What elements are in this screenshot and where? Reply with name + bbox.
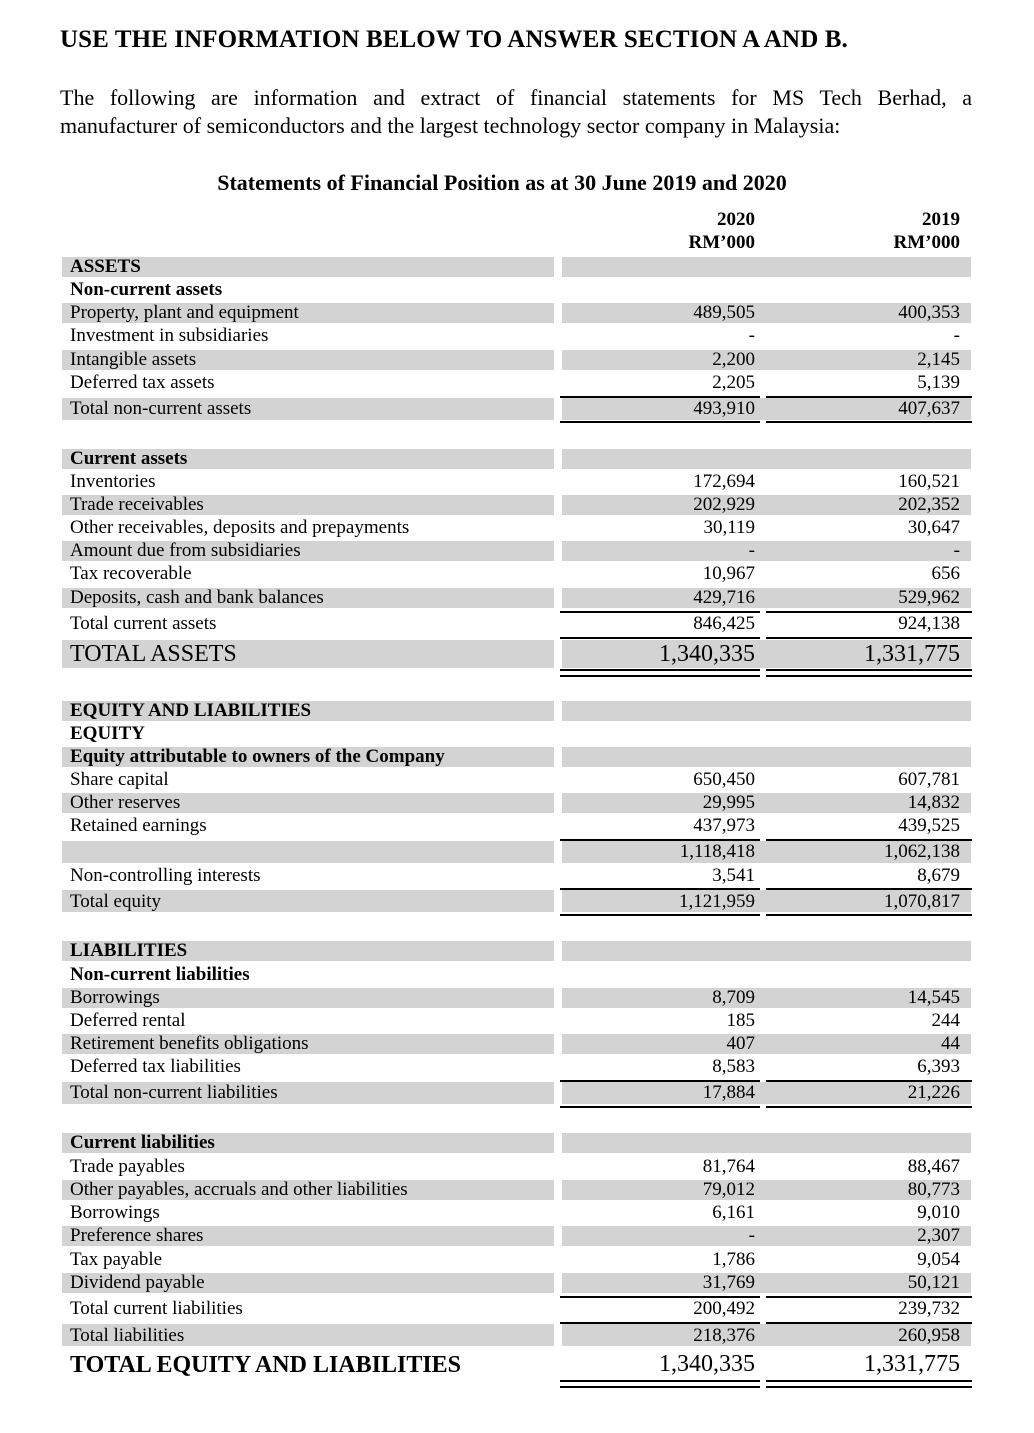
- rule: [560, 421, 760, 423]
- column-header-2019: 2019 RM’000: [893, 209, 960, 253]
- rule: [560, 1380, 760, 1382]
- value-deferred-tax-assets-2019: 5,139: [917, 372, 960, 393]
- value-other-receivables-2020: 30,119: [703, 517, 755, 538]
- value-tax-recoverable-2020: 10,967: [702, 563, 755, 584]
- value-other-payables-2020: 79,012: [702, 1179, 755, 1200]
- rule: [766, 669, 972, 671]
- value-nci-2020: 3,541: [712, 865, 755, 886]
- value-tax-payable-2020: 1,786: [712, 1249, 755, 1270]
- value-borrowings-nc-2019: 14,545: [907, 987, 960, 1008]
- value-inventories-2019: 160,521: [898, 471, 960, 492]
- page-heading: USE THE INFORMATION BELOW TO ANSWER SECTION A AND B.: [60, 26, 848, 53]
- label-deferred-rental: Deferred rental: [70, 1010, 186, 1031]
- rule: [560, 675, 760, 677]
- value-retirement-2019: 44: [941, 1033, 960, 1054]
- value-total-liabilities-2019: 260,958: [898, 1325, 960, 1346]
- label-deferred-tax-liabilities: Deferred tax liabilities: [70, 1056, 241, 1077]
- rule: [766, 1322, 972, 1324]
- rule: [766, 1106, 972, 1108]
- rule: [766, 421, 972, 423]
- value-total-nca-2019: 407,637: [898, 398, 960, 419]
- rule: [560, 1106, 760, 1108]
- label-nci: Non-controlling interests: [70, 865, 261, 886]
- rule: [766, 914, 972, 916]
- value-other-payables-2019: 80,773: [907, 1179, 960, 1200]
- label-borrowings-nc: Borrowings: [70, 987, 160, 1008]
- intro-line-2: manufacturer of semiconductors and the largest technology sector company in Malaysia:: [60, 113, 841, 138]
- label-trade-receivables: Trade receivables: [70, 494, 204, 515]
- rule: [766, 1380, 972, 1382]
- value-total-ca-2020: 846,425: [693, 613, 755, 634]
- value-intangible-assets-2020: 2,200: [712, 349, 755, 370]
- ca-heading: Current assets: [70, 448, 188, 469]
- rule: [766, 675, 972, 677]
- value-total-assets-2020: 1,340,335: [659, 641, 755, 667]
- equity-heading: EQUITY: [70, 723, 145, 744]
- value-borrowings-c-2019: 9,010: [917, 1202, 960, 1223]
- value-deferred-rental-2020: 185: [726, 1010, 755, 1031]
- label-total-nca: Total non-current assets: [70, 398, 252, 419]
- rule: [560, 1386, 760, 1388]
- label-investment-subsidiaries: Investment in subsidiaries: [70, 325, 269, 346]
- value-preference-shares-2019: 2,307: [917, 1225, 960, 1246]
- label-preference-shares: Preference shares: [70, 1225, 204, 1246]
- label-total-assets: TOTAL ASSETS: [70, 641, 237, 667]
- label-other-payables: Other payables, accruals and other liabilities: [70, 1179, 408, 1200]
- value-ppe-2020: 489,505: [693, 302, 755, 323]
- value-retirement-2020: 407: [726, 1033, 755, 1054]
- value-dividend-payable-2019: 50,121: [907, 1272, 960, 1293]
- value-total-ncl-2020: 17,884: [702, 1082, 755, 1103]
- intro-line-1: The following are information and extract of financial statements for MS Tech Berhad, a: [60, 85, 972, 110]
- value-trade-payables-2019: 88,467: [907, 1156, 960, 1177]
- label-total-cl: Total current liabilities: [70, 1298, 243, 1319]
- rule: [560, 669, 760, 671]
- value-due-from-subsidiaries-2020: -: [748, 540, 755, 561]
- label-deferred-tax-assets: Deferred tax assets: [70, 372, 215, 393]
- value-other-receivables-2019: 30,647: [907, 517, 960, 538]
- intro-paragraph: [60, 84, 972, 140]
- assets-heading: ASSETS: [70, 256, 141, 277]
- rule: [766, 888, 972, 890]
- rule: [560, 1322, 760, 1324]
- value-other-reserves-2019: 14,832: [907, 792, 960, 813]
- value-deferred-tax-liabilities-2020: 8,583: [712, 1056, 755, 1077]
- nca-heading: Non-current assets: [70, 279, 223, 300]
- label-share-capital: Share capital: [70, 769, 169, 790]
- value-total-equity-liabilities-2019: 1,331,775: [864, 1351, 960, 1377]
- value-cash-2019: 529,962: [898, 587, 960, 608]
- label-total-ca: Total current assets: [70, 613, 217, 634]
- label-retained-earnings: Retained earnings: [70, 815, 207, 836]
- value-total-equity-liabilities-2020: 1,340,335: [659, 1351, 755, 1377]
- value-borrowings-nc-2020: 8,709: [712, 987, 755, 1008]
- value-investment-subsidiaries-2019: -: [953, 325, 960, 346]
- rule: [560, 914, 760, 916]
- value-deferred-rental-2019: 244: [931, 1010, 960, 1031]
- value-subtotal-equity-2020: 1,118,418: [679, 841, 755, 862]
- value-ppe-2019: 400,353: [898, 302, 960, 323]
- value-subtotal-equity-2019: 1,062,138: [884, 841, 960, 862]
- label-inventories: Inventories: [70, 471, 156, 492]
- value-other-reserves-2020: 29,995: [702, 792, 755, 813]
- value-trade-receivables-2020: 202,929: [693, 494, 755, 515]
- cl-heading: Current liabilities: [70, 1132, 215, 1153]
- value-total-equity-2020: 1,121,959: [679, 891, 755, 912]
- value-nci-2019: 8,679: [917, 865, 960, 886]
- value-total-ncl-2019: 21,226: [907, 1082, 960, 1103]
- value-cash-2020: 429,716: [693, 587, 755, 608]
- rule: [766, 1386, 972, 1388]
- label-total-equity-liabilities: TOTAL EQUITY AND LIABILITIES: [70, 1352, 462, 1378]
- rule: [560, 637, 760, 639]
- value-intangible-assets-2019: 2,145: [917, 349, 960, 370]
- statement-title: Statements of Financial Position as at 30 June 2019 and 2020: [217, 170, 787, 195]
- value-trade-receivables-2019: 202,352: [898, 494, 960, 515]
- label-tax-payable: Tax payable: [70, 1249, 163, 1270]
- value-total-assets-2019: 1,331,775: [864, 641, 960, 667]
- value-share-capital-2020: 650,450: [693, 769, 755, 790]
- value-dividend-payable-2020: 31,769: [702, 1272, 755, 1293]
- value-total-liabilities-2020: 218,376: [693, 1325, 755, 1346]
- value-deferred-tax-assets-2020: 2,205: [712, 372, 755, 393]
- value-retained-earnings-2019: 439,525: [898, 815, 960, 836]
- label-total-equity: Total equity: [70, 891, 162, 912]
- value-preference-shares-2020: -: [748, 1225, 755, 1246]
- value-total-equity-2019: 1,070,817: [884, 891, 960, 912]
- value-tax-recoverable-2019: 656: [931, 563, 960, 584]
- rule: [766, 637, 972, 639]
- value-tax-payable-2019: 9,054: [917, 1249, 960, 1270]
- label-total-liabilities: Total liabilities: [70, 1325, 185, 1346]
- label-due-from-subsidiaries: Amount due from subsidiaries: [70, 540, 301, 561]
- value-due-from-subsidiaries-2019: -: [953, 540, 960, 561]
- value-deferred-tax-liabilities-2019: 6,393: [917, 1056, 960, 1077]
- label-ppe: Property, plant and equipment: [70, 302, 299, 323]
- liabilities-heading: LIABILITIES: [70, 940, 188, 961]
- value-inventories-2020: 172,694: [693, 471, 755, 492]
- label-borrowings-c: Borrowings: [70, 1202, 160, 1223]
- value-investment-subsidiaries-2020: -: [748, 325, 755, 346]
- value-total-ca-2019: 924,138: [898, 613, 960, 634]
- label-tax-recoverable: Tax recoverable: [70, 563, 192, 584]
- value-total-cl-2019: 239,732: [898, 1298, 960, 1319]
- value-retained-earnings-2020: 437,973: [693, 815, 755, 836]
- label-trade-payables: Trade payables: [70, 1156, 185, 1177]
- eq-liab-heading: EQUITY AND LIABILITIES: [70, 700, 312, 721]
- label-retirement: Retirement benefits obligations: [70, 1033, 309, 1054]
- value-total-cl-2020: 200,492: [693, 1298, 755, 1319]
- label-cash: Deposits, cash and bank balances: [70, 587, 324, 608]
- value-borrowings-c-2020: 6,161: [712, 1202, 755, 1223]
- label-other-reserves: Other reserves: [70, 792, 181, 813]
- ncl-heading: Non-current liabilities: [70, 964, 250, 985]
- label-total-ncl: Total non-current liabilities: [70, 1082, 278, 1103]
- rule: [560, 888, 760, 890]
- value-total-nca-2020: 493,910: [693, 398, 755, 419]
- column-header-2020: 2020 RM’000: [688, 209, 755, 253]
- label-intangible-assets: Intangible assets: [70, 349, 197, 370]
- label-dividend-payable: Dividend payable: [70, 1272, 205, 1293]
- label-other-receivables: Other receivables, deposits and prepayments: [70, 517, 410, 538]
- value-share-capital-2019: 607,781: [898, 769, 960, 790]
- eq-attr-heading: Equity attributable to owners of the Company: [70, 746, 445, 767]
- value-trade-payables-2020: 81,764: [702, 1156, 755, 1177]
